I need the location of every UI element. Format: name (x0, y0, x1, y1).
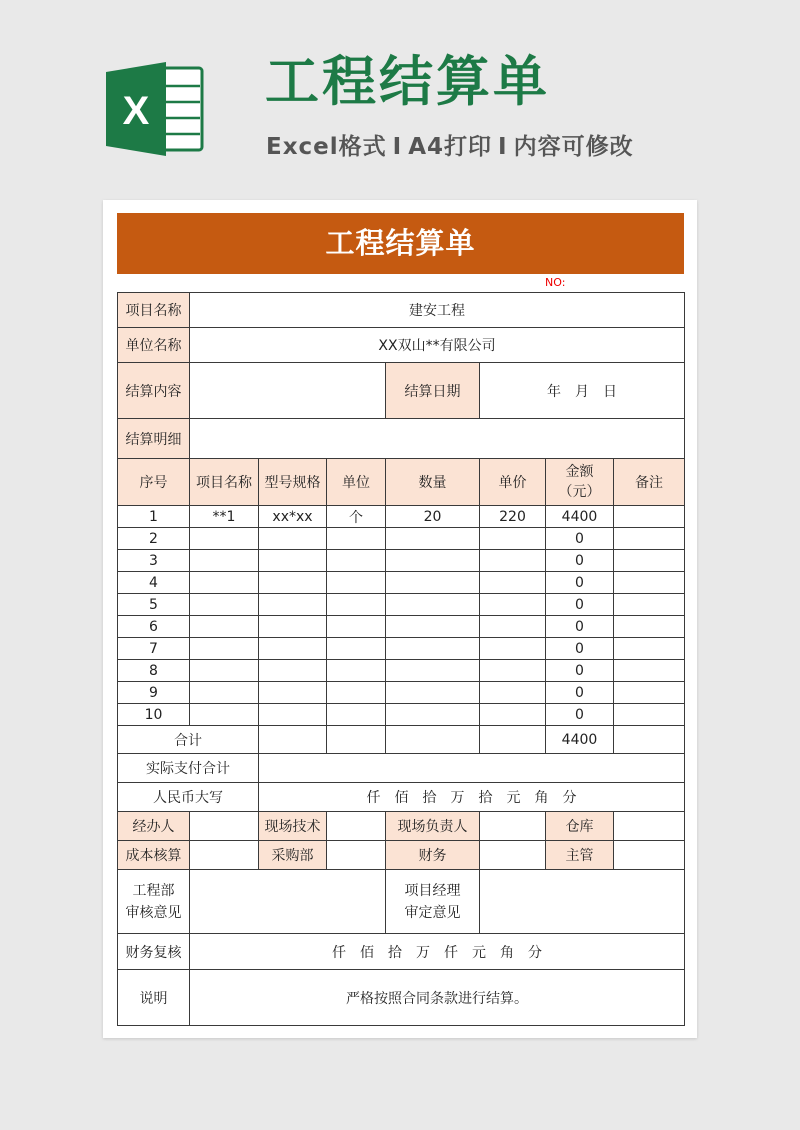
item-spec[interactable] (259, 704, 327, 726)
item-unit[interactable] (327, 638, 386, 660)
item-no: 7 (118, 638, 190, 660)
table-row (118, 682, 685, 704)
item-price[interactable] (480, 550, 546, 572)
item-unit[interactable]: 个 (327, 506, 386, 528)
subtitle-print: A4打印 (408, 134, 493, 160)
item-no: 6 (118, 616, 190, 638)
item-qty[interactable] (386, 594, 480, 616)
rmb-upper-row (118, 783, 685, 812)
settle-content-label: 结算内容 (118, 363, 190, 419)
item-spec[interactable] (259, 572, 327, 594)
item-name[interactable] (190, 550, 259, 572)
total-empty (327, 726, 386, 754)
item-spec[interactable]: xx*xx (259, 506, 327, 528)
item-note[interactable] (614, 528, 685, 550)
supervisor-label: 主管 (546, 841, 614, 870)
item-price[interactable] (480, 660, 546, 682)
item-unit[interactable] (327, 660, 386, 682)
note-value: 严格按照合同条款进行结算。 (190, 970, 685, 1026)
project-name-label: 项目名称 (118, 293, 190, 328)
item-unit[interactable] (327, 594, 386, 616)
finance-review-row (118, 934, 685, 970)
item-qty[interactable] (386, 572, 480, 594)
excel-icon (104, 60, 204, 158)
item-price[interactable] (480, 572, 546, 594)
item-price[interactable] (480, 528, 546, 550)
supervisor-value[interactable] (614, 841, 685, 870)
item-spec[interactable] (259, 638, 327, 660)
item-spec[interactable] (259, 682, 327, 704)
col-spec: 型号规格 (259, 459, 327, 506)
item-amount[interactable]: 0 (546, 616, 614, 638)
item-spec[interactable] (259, 616, 327, 638)
column-header-row (118, 459, 685, 506)
purchase-label: 采购部 (259, 841, 327, 870)
item-unit[interactable] (327, 572, 386, 594)
item-price[interactable] (480, 638, 546, 660)
serial-number-label: NO: (545, 276, 566, 289)
rmb-upper-value[interactable]: 仟 佰 拾 万 拾 元 角 分 (259, 783, 685, 812)
subtitle-format: Excel格式 (266, 134, 387, 160)
item-unit[interactable] (327, 528, 386, 550)
total-empty (614, 726, 685, 754)
finance-review-value[interactable]: 仟 佰 拾 万 仟 元 角 分 (190, 934, 685, 970)
table-row (118, 506, 685, 528)
col-amount-line1: 金额 (565, 464, 594, 480)
settle-content-value[interactable] (190, 363, 386, 419)
item-no: 9 (118, 682, 190, 704)
col-price: 单价 (480, 459, 546, 506)
pm-label-line2: 审定意见 (404, 904, 461, 921)
promo-subtitle (266, 128, 634, 161)
settle-detail-label: 结算明细 (118, 419, 190, 459)
settle-detail-value[interactable] (190, 419, 685, 459)
pm-label-line1: 项目经理 (404, 882, 461, 899)
table-row (118, 616, 685, 638)
item-price[interactable] (480, 616, 546, 638)
warehouse-value[interactable] (614, 812, 685, 841)
col-amount (546, 459, 614, 506)
item-name[interactable] (190, 616, 259, 638)
eng-dept-opinion[interactable] (190, 870, 386, 934)
item-spec[interactable] (259, 528, 327, 550)
item-amount[interactable]: 0 (546, 572, 614, 594)
eng-dept-label-line2: 审核意见 (125, 904, 182, 921)
pm-label (386, 870, 480, 934)
cost-check-value[interactable] (190, 841, 259, 870)
item-spec[interactable] (259, 550, 327, 572)
item-name[interactable] (190, 660, 259, 682)
promo-title: 工程结算单 (265, 50, 550, 113)
item-note[interactable] (614, 550, 685, 572)
item-qty[interactable] (386, 550, 480, 572)
item-note[interactable] (614, 572, 685, 594)
subtitle-separator: I (498, 134, 508, 160)
actual-paid-label: 实际支付合计 (118, 754, 259, 783)
item-amount[interactable]: 0 (546, 594, 614, 616)
promo-header (0, 0, 800, 190)
site-tech-label: 现场技术 (259, 812, 327, 841)
item-unit[interactable] (327, 616, 386, 638)
item-amount[interactable]: 0 (546, 682, 614, 704)
item-qty[interactable] (386, 704, 480, 726)
handler-value[interactable] (190, 812, 259, 841)
item-qty[interactable] (386, 638, 480, 660)
eng-dept-label-line1: 工程部 (132, 882, 175, 899)
item-price[interactable]: 220 (480, 506, 546, 528)
item-no: 10 (118, 704, 190, 726)
eng-dept-label (118, 870, 190, 934)
item-unit[interactable] (327, 682, 386, 704)
item-no: 2 (118, 528, 190, 550)
item-note[interactable] (614, 682, 685, 704)
item-spec[interactable] (259, 660, 327, 682)
total-label: 合计 (118, 726, 259, 754)
item-name[interactable] (190, 704, 259, 726)
col-unit: 单位 (327, 459, 386, 506)
table-row (118, 704, 685, 726)
item-no: 8 (118, 660, 190, 682)
item-unit[interactable] (327, 550, 386, 572)
item-note[interactable] (614, 616, 685, 638)
warehouse-label: 仓库 (546, 812, 614, 841)
item-qty[interactable] (386, 616, 480, 638)
item-name[interactable] (190, 528, 259, 550)
item-qty[interactable] (386, 660, 480, 682)
finance-review-label: 财务复核 (118, 934, 190, 970)
table-row (118, 550, 685, 572)
item-price[interactable] (480, 682, 546, 704)
settlement-sheet (103, 200, 697, 1038)
table-row (118, 572, 685, 594)
site-manager-label: 现场负责人 (386, 812, 480, 841)
item-note[interactable] (614, 506, 685, 528)
item-name[interactable]: **1 (190, 506, 259, 528)
item-qty[interactable] (386, 682, 480, 704)
total-row (118, 726, 685, 754)
item-price[interactable] (480, 704, 546, 726)
purchase-value[interactable] (327, 841, 386, 870)
unit-name-value[interactable]: XX双山**有限公司 (190, 328, 685, 363)
item-name[interactable] (190, 572, 259, 594)
pm-opinion[interactable] (480, 870, 685, 934)
actual-paid-row (118, 754, 685, 783)
signoff-row-1 (118, 812, 685, 841)
excel-icon-letter: X (122, 89, 150, 133)
site-manager-value[interactable] (480, 812, 546, 841)
total-value[interactable]: 4400 (546, 726, 614, 754)
item-amount[interactable]: 0 (546, 704, 614, 726)
item-amount[interactable]: 0 (546, 638, 614, 660)
unit-name-row (118, 328, 685, 363)
col-amount-line2: （元） (558, 484, 601, 500)
item-rows (118, 506, 685, 726)
total-empty (259, 726, 327, 754)
item-spec[interactable] (259, 594, 327, 616)
settle-content-row (118, 363, 685, 419)
project-name-value[interactable]: 建安工程 (190, 293, 685, 328)
settle-date-label: 结算日期 (386, 363, 480, 419)
item-name[interactable] (190, 682, 259, 704)
table-row (118, 638, 685, 660)
item-qty[interactable]: 20 (386, 506, 480, 528)
item-name[interactable] (190, 638, 259, 660)
actual-paid-value[interactable] (259, 754, 685, 783)
item-note[interactable] (614, 594, 685, 616)
handler-label: 经办人 (118, 812, 190, 841)
table-row (118, 594, 685, 616)
col-note: 备注 (614, 459, 685, 506)
item-amount[interactable]: 4400 (546, 506, 614, 528)
site-tech-value[interactable] (327, 812, 386, 841)
review-row (118, 870, 685, 934)
sheet-title-banner: 工程结算单 (117, 213, 684, 274)
subtitle-editable: 内容可修改 (513, 134, 634, 160)
item-amount[interactable]: 0 (546, 550, 614, 572)
item-note[interactable] (614, 660, 685, 682)
col-no: 序号 (118, 459, 190, 506)
cost-check-label: 成本核算 (118, 841, 190, 870)
total-empty (480, 726, 546, 754)
rmb-upper-label: 人民币大写 (118, 783, 259, 812)
settlement-table (117, 292, 685, 1026)
item-unit[interactable] (327, 704, 386, 726)
signoff-row-2 (118, 841, 685, 870)
item-amount[interactable]: 0 (546, 660, 614, 682)
item-qty[interactable] (386, 528, 480, 550)
item-note[interactable] (614, 638, 685, 660)
item-amount[interactable]: 0 (546, 528, 614, 550)
subtitle-separator: I (392, 134, 403, 160)
project-name-row (118, 293, 685, 328)
note-row (118, 970, 685, 1026)
finance-value[interactable] (480, 841, 546, 870)
item-no: 5 (118, 594, 190, 616)
col-item-name: 项目名称 (190, 459, 259, 506)
item-no: 4 (118, 572, 190, 594)
table-row (118, 528, 685, 550)
item-name[interactable] (190, 594, 259, 616)
finance-label: 财务 (386, 841, 480, 870)
table-row (118, 660, 685, 682)
note-label: 说明 (118, 970, 190, 1026)
item-price[interactable] (480, 594, 546, 616)
item-no: 1 (118, 506, 190, 528)
col-qty: 数量 (386, 459, 480, 506)
item-no: 3 (118, 550, 190, 572)
settle-detail-row (118, 419, 685, 459)
settle-date-value[interactable]: 年 月 日 (480, 363, 685, 419)
total-empty (386, 726, 480, 754)
unit-name-label: 单位名称 (118, 328, 190, 363)
item-note[interactable] (614, 704, 685, 726)
